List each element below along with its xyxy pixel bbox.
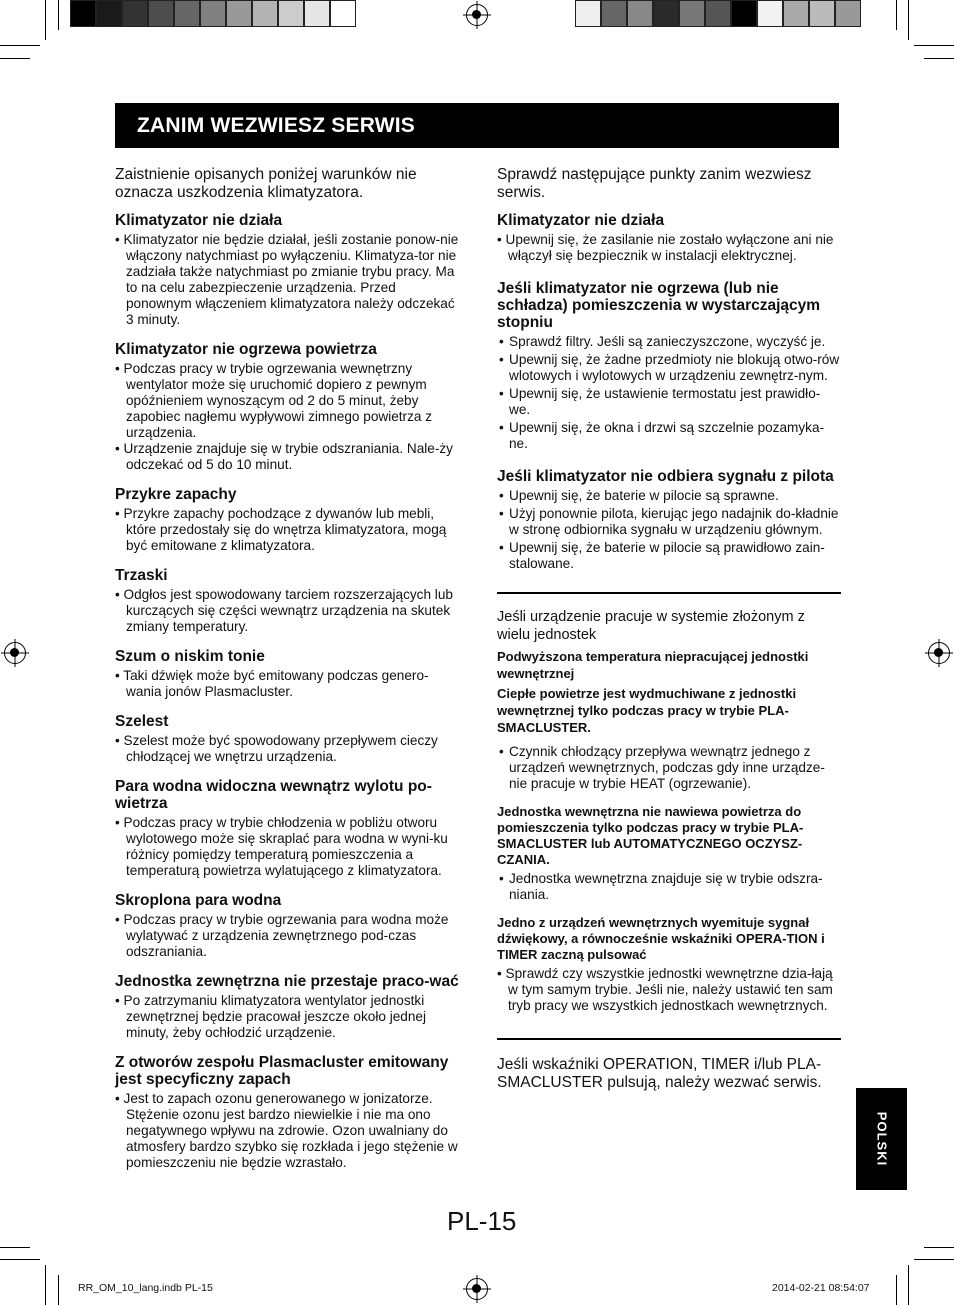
crop-mark (0, 45, 40, 46)
left-section (115, 648, 459, 700)
color-swatch (601, 0, 627, 27)
multi-intro: Jeśli urządzenie pracuje w systemie złożonym z wielu jednostek (497, 609, 805, 643)
section-heading: Szum o niskim tonie (115, 648, 265, 665)
section-heading: Szelest (115, 713, 169, 730)
left-intro: Zaistnienie opisanych poniżej warunków nie oznacza uszkodzenia klimatyzatora. (115, 166, 417, 201)
color-swatch (252, 0, 278, 27)
crop-mark (908, 1265, 909, 1305)
section-heading: Para wodna widoczna wewnątrz wylotu po-wietrza (115, 778, 432, 812)
section-heading: Klimatyzator nie działa (497, 212, 665, 229)
right-section (497, 212, 841, 264)
left-section (115, 713, 459, 765)
crop-mark (45, 1265, 46, 1305)
language-tab-label: POLSKI (874, 1111, 889, 1167)
crop-mark (45, 0, 46, 40)
multi-sub3: Jednostka wewnętrzna nie nawiewa powietrza do pomieszczenia tylko podczas pracy w trybie PLA-SMACLUSTER lub AUTOMATYCZNEGO OCZYSZ-CZANIA. (497, 804, 804, 867)
color-swatch (96, 0, 122, 27)
color-bar-right (575, 0, 861, 29)
crop-mark (908, 0, 909, 40)
color-swatch (70, 0, 96, 27)
footer-timestamp: 2014-02-21 08:54:07 (772, 1282, 870, 1294)
section-heading: Przykre zapachy (115, 486, 237, 503)
color-swatch (575, 0, 601, 27)
divider (497, 592, 841, 594)
bullet-text: • Jest to zapach ozonu generowanego w jonizatorze. Stężenie ozonu jest bardzo niewielkie i nie ma ono negatywnego wpływu na zdrowie. Ozon uwalniany do atmosfery bardzo szybko się rozkłada i jego stężenie w pomieszczeniu nie będzie wzrastało. (115, 1091, 458, 1170)
color-swatch (809, 0, 835, 27)
page-title: ZANIM WEZWIESZ SERWIS (137, 114, 415, 137)
list-item: • Upewnij się, że okna i drzwi są szczelnie pozamyka-ne. (497, 420, 841, 452)
bullet-text: • Urządzenie znajduje się w trybie odszraniania. Nale-ży odczekać od 5 do 10 minut. (115, 441, 453, 472)
bullet-text: • Po zatrzymaniu klimatyzatora wentylator jednostki zewnętrznej będzie pracował jeszcze około jednej minuty, żeby ochłodzić urządzenie. (115, 993, 426, 1040)
color-swatch (278, 0, 304, 27)
color-swatch (835, 0, 861, 27)
multi-sub2: Ciepłe powietrze jest wydmuchiwane z jednostki wewnętrznej tylko podczas pracy w trybie PLA-SMACLUSTER. (497, 686, 797, 735)
divider (497, 1038, 841, 1040)
section-heading: Z otworów zespołu Plasmacluster emitowany jest specyficzny zapach (115, 1054, 449, 1088)
footer-file: RR_OM_10_lang.indb PL-15 (78, 1282, 213, 1294)
crop-mark (914, 45, 954, 46)
color-swatch (679, 0, 705, 27)
section-heading: Skroplona para wodna (115, 892, 282, 909)
language-tab (856, 1088, 907, 1190)
list-item: • Użyj ponownie pilota, kierując jego nadajnik do-kładnie w stronę odbiornika sygnału w urządzeniu głównym. (497, 506, 841, 538)
color-swatch (174, 0, 200, 27)
color-swatch (122, 0, 148, 27)
section-heading: Jeśli klimatyzator nie ogrzewa (lub nie schładza) pomieszczenia w wystarczającym stopniu (497, 280, 821, 331)
crop-mark (0, 1247, 30, 1248)
bullet-text: • Podczas pracy w trybie chłodzenia w pobliżu otworu wylotowego może się skraplać para wodna w wyni-ku różnicy pomiędzy temperaturą pomieszczenia a temperaturą powietrza wylatującego z klimatyzatora. (115, 815, 448, 878)
left-section (115, 341, 459, 473)
list-item: • Upewnij się, że baterie w pilocie są sprawne. (497, 488, 841, 504)
section-heading: Klimatyzator nie działa (115, 212, 283, 229)
section-heading: Klimatyzator nie ogrzewa powietrza (115, 341, 377, 358)
left-section (115, 567, 459, 635)
bullet-text: • Upewnij się, że zasilanie nie zostało wyłączone ani nie włączył się bezpiecznik w instalacji elektrycznej. (497, 232, 834, 263)
left-section (115, 778, 459, 879)
multi-sub1: Podwyższona temperatura niepracującej jednostki wewnętrznej (497, 649, 809, 681)
multi-list2 (497, 871, 841, 903)
registration-mark-icon (466, 1278, 488, 1300)
left-section (115, 1054, 459, 1171)
list-item: • Upewnij się, że żadne przedmioty nie blokują otwo-rów wlotowych i wylotowych w urządzeniu zewnętrz-nym. (497, 352, 841, 384)
crop-mark (0, 1259, 40, 1260)
color-swatch (783, 0, 809, 27)
color-swatch (757, 0, 783, 27)
crop-mark (924, 1247, 954, 1248)
section-banner (115, 103, 839, 148)
color-swatch (200, 0, 226, 27)
registration-mark-icon (928, 642, 950, 664)
bullet-text: • Klimatyzator nie będzie działał, jeśli zostanie ponow-nie włączony natychmiast po wyłączeniu. Klimatyza-tor nie zadziała także natychmiast po zmianie trybu pracy. Ma to na celu zabezpieczenie urządzenia. Przed ponownym włączeniem klimatyzatora należy odczekać 3 minuty. (115, 232, 459, 327)
list-item: • Upewnij się, że ustawienie termostatu jest prawidło-we. (497, 386, 841, 418)
left-section (115, 212, 459, 328)
section-heading: Jednostka zewnętrzna nie przestaje praco-wać (115, 973, 459, 990)
color-swatch (627, 0, 653, 27)
left-column (115, 166, 459, 1184)
left-sections (115, 212, 459, 1171)
color-swatch (705, 0, 731, 27)
bullet-text: • Podczas pracy w trybie ogrzewania para wodna może wylatywać z urządzenia zewnętrznego pod-czas odszraniania. (115, 912, 449, 959)
right-sections (497, 212, 841, 572)
list-item: • Czynnik chłodzący przepływa wewnątrz jednego z urządzeń wewnętrznych, podczas gdy inne urządze-nie pracuje w trybie HEAT (ogrzewanie). (497, 744, 841, 792)
bullet-text: • Szelest może być spowodowany przepływem cieczy chłodzącej we wnętrzu urządzenia. (115, 733, 438, 764)
right-column (497, 166, 841, 1102)
list-item: • Upewnij się, że baterie w pilocie są prawidłowo zain-stalowane. (497, 540, 841, 572)
left-section (115, 892, 459, 960)
registration-mark-icon (4, 642, 26, 664)
color-swatch (148, 0, 174, 27)
crop-mark (58, 1275, 59, 1305)
bullet-text: • Taki dźwięk może być emitowany podczas genero-wania jonów Plasmacluster. (115, 668, 429, 699)
multi-sub4: Jedno z urządzeń wewnętrznych wyemituje sygnał dźwiękowy, a równocześnie wskaźniki OPERA-TION i TIMER zaczną pulsować (497, 915, 825, 962)
multi-list1 (497, 744, 841, 792)
section-heading: Trzaski (115, 567, 168, 584)
right-section (497, 280, 841, 452)
crop-mark (896, 1275, 897, 1305)
left-section (115, 973, 459, 1041)
crop-mark (914, 1259, 954, 1260)
crop-mark (58, 0, 59, 30)
bullet-text: • Odgłos jest spowodowany tarciem rozszerzających lub kurczących się części wewnątrz urządzenia na skutek zmiany temperatury. (115, 587, 453, 634)
page-number: PL-15 (447, 1206, 517, 1236)
bullet-text: • Podczas pracy w trybie ogrzewania wewnętrzny wentylator może się uruchomić dopiero z pewnym opóźnieniem wynoszącym od 2 do 5 minut, żeby zapobiec nagłemu wypływowi zimnego powietrza z urządzenia. (115, 361, 433, 440)
crop-mark (924, 58, 954, 59)
crop-mark (896, 0, 897, 30)
left-section (115, 486, 459, 554)
multi-bullet4: • Sprawdź czy wszystkie jednostki wewnętrzne dzia-łają w tym samym trybie. Jeśli nie, należy ustawić ten sam tryb pracy we wszystkich jednostkach wewnętrznych. (497, 966, 833, 1013)
list-item: • Sprawdź filtry. Jeśli są zanieczyszczone, wyczyść je. (497, 334, 841, 350)
right-section (497, 468, 841, 572)
crop-mark (0, 58, 30, 59)
registration-mark-icon (466, 4, 488, 26)
color-swatch (653, 0, 679, 27)
color-bar-left (70, 0, 356, 29)
color-swatch (226, 0, 252, 27)
color-swatch (304, 0, 330, 27)
right-intro: Sprawdź następujące punkty zanim wezwiesz serwis. (497, 166, 812, 201)
final-note: Jeśli wskaźniki OPERATION, TIMER i/lub PLA-SMACLUSTER pulsują, należy wezwać serwis. (497, 1056, 822, 1091)
color-swatch (330, 0, 356, 27)
list-item: • Jednostka wewnętrzna znajduje się w trybie odszra-niania. (497, 871, 841, 903)
section-heading: Jeśli klimatyzator nie odbiera sygnału z pilota (497, 468, 834, 485)
bullet-text: • Przykre zapachy pochodzące z dywanów lub mebli, które przedostały się do wnętrza klimatyzatora, mogą być emitowane z klimatyzatora. (115, 506, 447, 553)
color-swatch (731, 0, 757, 27)
